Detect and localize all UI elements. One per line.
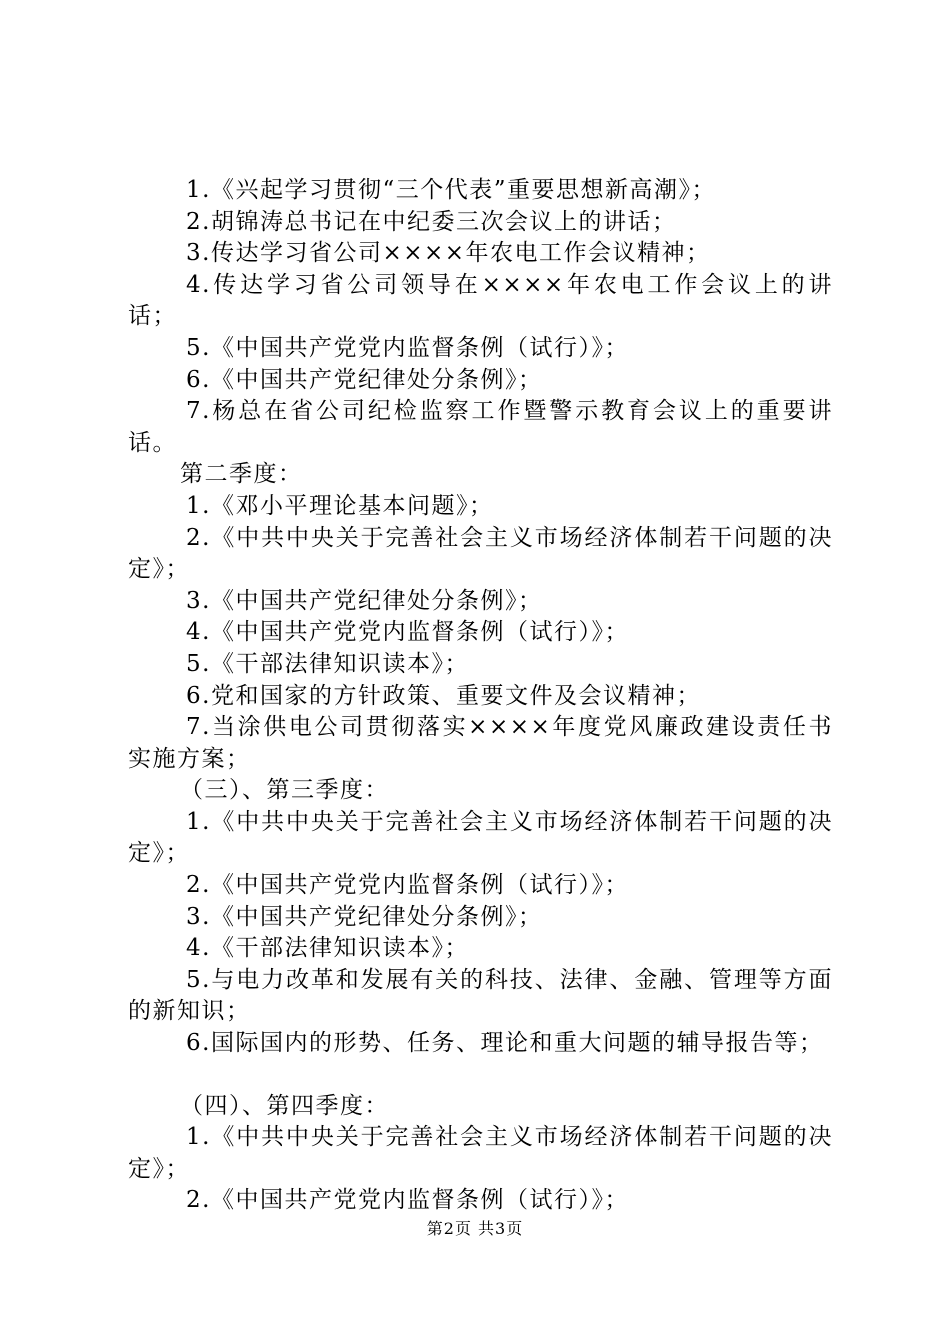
list-item: 3.《中国共产党纪律处分条例》； bbox=[186, 587, 543, 614]
page-footer: 第2页 共3页 bbox=[426, 1219, 524, 1238]
list-item: 3.传达学习省公司××××年农电工作会议精神； bbox=[186, 240, 711, 267]
list-item: 6.国际国内的形势、任务、理论和重大问题的辅导报告等； bbox=[186, 1030, 824, 1057]
section-heading: 第二季度： bbox=[180, 461, 303, 488]
list-item: 6.党和国家的方针政策、重要文件及会议精神； bbox=[186, 682, 701, 709]
list-item: 4.《中国共产党党内监督条例（试行）》； bbox=[186, 619, 629, 646]
document-body bbox=[128, 175, 833, 1217]
list-item: 1.《中共中央关于完善社会主义市场经济体制若干问题的决定》； bbox=[128, 808, 833, 867]
list-item: 5.与电力改革和发展有关的科技、法律、金融、管理等方面的新知识； bbox=[128, 966, 833, 1025]
list-item: 1.《中共中央关于完善社会主义市场经济体制若干问题的决定》； bbox=[128, 1124, 833, 1182]
section-heading: （三）、第三季度： bbox=[180, 777, 389, 804]
list-item: 5.《干部法律知识读本》； bbox=[186, 650, 469, 677]
list-item: 7.当涂供电公司贯彻落实××××年度党风廉政建设责任书实施方案； bbox=[128, 714, 833, 772]
list-item: 2.《中国共产党党内监督条例（试行）》； bbox=[186, 1187, 629, 1214]
list-item: 3.《中国共产党纪律处分条例》； bbox=[186, 903, 543, 930]
section-heading: （四）、第四季度： bbox=[180, 1092, 389, 1119]
list-item: 2.《中共中央关于完善社会主义市场经济体制若干问题的决定》； bbox=[128, 524, 833, 583]
list-item: 4.《干部法律知识读本》； bbox=[186, 935, 469, 962]
list-item: 1.《邓小平理论基本问题》； bbox=[186, 492, 494, 519]
list-item: 2.胡锦涛总书记在中纪委三次会议上的讲话； bbox=[186, 208, 677, 235]
paragraph-gap bbox=[128, 1060, 833, 1091]
list-item: 2.《中国共产党党内监督条例（试行）》； bbox=[186, 872, 629, 899]
list-item: 5.《中国共产党党内监督条例（试行）》； bbox=[186, 334, 629, 361]
list-item: 6.《中国共产党纪律处分条例》； bbox=[186, 366, 543, 393]
list-item: 7.杨总在省公司纪检监察工作暨警示教育会议上的重要讲话。 bbox=[128, 398, 833, 456]
list-item: 4.传达学习省公司领导在××××年农电工作会议上的讲话； bbox=[128, 271, 833, 330]
list-item: 1.《兴起学习贯彻“三个代表”重要思想新高潮》； bbox=[186, 177, 716, 203]
